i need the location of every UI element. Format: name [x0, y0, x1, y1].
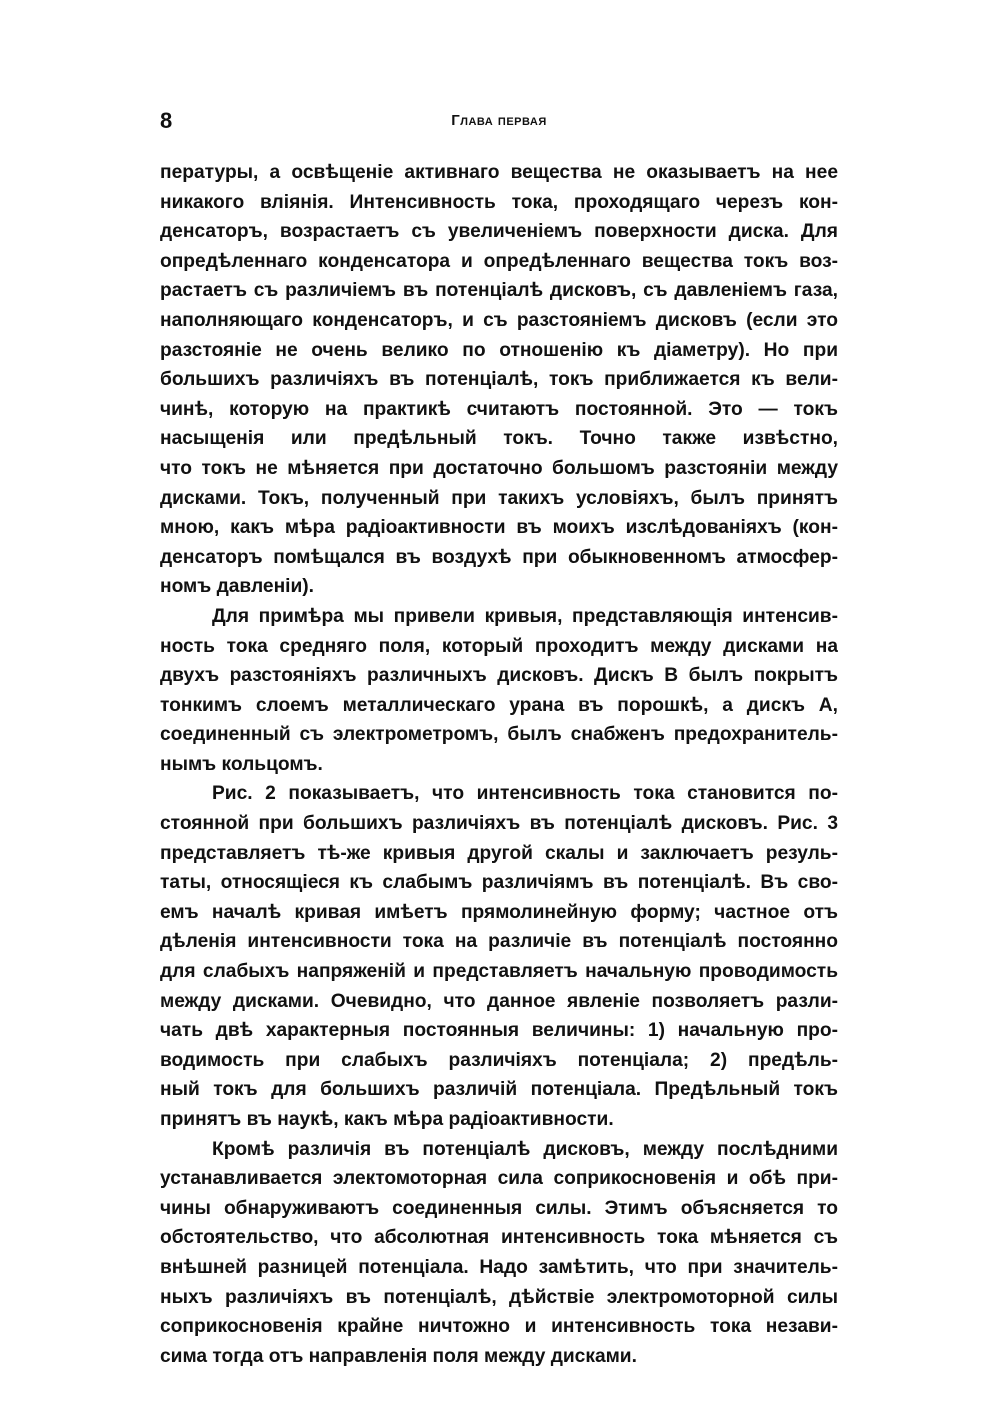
text-line: денсаторъ помѣщался въ воздухѣ при обыкновенномъ атмосфер-: [160, 546, 838, 568]
text-line: ный токъ для большихъ различій потенціала. Предѣльный токъ: [160, 1079, 838, 1101]
text-line: принятъ въ наукѣ, какъ мѣра радіоактивности.: [160, 1109, 614, 1130]
paragraph-1: [160, 158, 838, 602]
text-line: устанавливается электомоторная сила соприкосновенія и обѣ при-: [160, 1168, 838, 1190]
text-line: между дисками. Очевидно, что данное явленіе позволяетъ разли-: [160, 990, 838, 1012]
text-line: пературы, а освѣщеніе активнаго вещества не оказываетъ на нее: [160, 162, 838, 183]
text-line: опредѣленнаго конденсатора и опредѣленнаго вещества токъ воз-: [160, 250, 838, 272]
text-line: разстояніе не очень велико по отношенію къ діаметру). Но при: [160, 339, 838, 361]
paragraph-2: [160, 602, 838, 780]
text-line: растаетъ съ различіемъ въ потенціалѣ дисковъ, съ давленіемъ газа,: [160, 280, 838, 302]
text-line: никакого вліянія. Интенсивность тока, проходящаго черезъ кон-: [160, 191, 838, 213]
text-line: нымъ кольцомъ.: [160, 753, 323, 775]
text-line: обстоятельство, что абсолютная интенсивность тока мѣняется съ: [160, 1227, 838, 1249]
chapter-title: Глава первая: [451, 112, 547, 129]
text-line: двухъ разстояніяхъ различныхъ дисковъ. Дискъ B былъ покрытъ: [160, 665, 838, 687]
text-line: соединенный съ электрометромъ, былъ снабженъ предохранитель-: [160, 724, 838, 746]
text-line: таты, относящіеся къ слабымъ различіямъ въ потенціалѣ. Въ сво-: [160, 872, 838, 894]
text-line: мною, какъ мѣра радіоактивности въ моихъ изслѣдованіяхъ (кон-: [160, 517, 838, 539]
text-line: Рис. 2 показываетъ, что интенсивность тока становится по-: [212, 783, 838, 805]
text-line: чать двѣ характерныя постоянныя величины: 1) начальную про-: [160, 1020, 838, 1042]
running-head: [160, 108, 838, 138]
text-line: представляетъ тѣ-же кривыя другой скалы и заключаетъ резуль-: [160, 842, 838, 864]
text-line: чинѣ, которую на практикѣ считаютъ постоянной. Это — токъ: [160, 398, 838, 420]
text-line: дѣленія интенсивности тока на различіе въ потенціалѣ постоянно: [160, 931, 838, 953]
text-line: чины обнаруживаютъ соединенныя силы. Этимъ объясняется то: [160, 1197, 838, 1219]
text-line: номъ давленіи).: [160, 576, 315, 598]
text-line: что токъ не мѣняется при достаточно большомъ разстояніи между: [160, 457, 838, 479]
text-line: денсаторъ, возрастаетъ съ увеличеніемъ поверхности диска. Для: [160, 221, 838, 243]
text-line: соприкосновенія крайне ничтожно и интенсивность тока незави-: [160, 1316, 838, 1338]
text-line: Для примѣра мы привели кривыя, представляющія интенсив-: [212, 605, 838, 627]
text-line: внѣшней разницей потенціала. Надо замѣтить, что при значитель-: [160, 1256, 838, 1278]
text-line: насыщенія или предѣльный токъ. Точно также извѣстно,: [160, 428, 838, 450]
text-line: ность тока средняго поля, который проходитъ между дисками на: [160, 635, 838, 657]
paragraph-3: [160, 779, 838, 1134]
paragraph-4: [160, 1135, 838, 1372]
text-line: наполняющаго конденсаторъ, и съ разстояніемъ дисковъ (если это: [160, 309, 838, 331]
text-line: дисками. Токъ, полученный при такихъ условіяхъ, былъ принятъ: [160, 487, 838, 509]
text-line: тонкимъ слоемъ металлическаго урана въ порошкѣ, а дискъ A,: [160, 694, 838, 716]
text-line: сима тогда отъ направленія поля между дисками.: [160, 1345, 637, 1367]
text-line: водимость при слабыхъ различіяхъ потенціала; 2) предѣль-: [160, 1049, 838, 1071]
text-line: ныхъ различіяхъ въ потенціалѣ, дѣйствіе электромоторной силы: [160, 1286, 838, 1308]
text-line: емъ началѣ кривая имѣетъ прямолинейную форму; частное отъ: [160, 901, 838, 923]
text-line: Кромѣ различія въ потенціалѣ дисковъ, между послѣдними: [212, 1138, 838, 1160]
text-line: стоянной при большихъ различіяхъ въ потенціалѣ дисковъ. Рис. 3: [160, 813, 838, 835]
page-number: 8: [160, 108, 173, 133]
text-line: большихъ различіяхъ въ потенціалѣ, токъ приближается къ вели-: [160, 369, 838, 391]
text-line: для слабыхъ напряженій и представляетъ начальную проводимость: [160, 961, 838, 983]
body-text: [160, 158, 838, 1371]
